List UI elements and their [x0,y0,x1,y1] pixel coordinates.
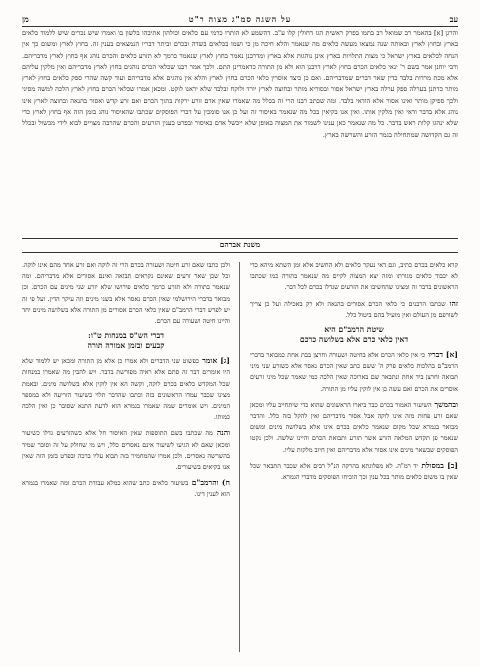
top-commentary: והרגן [א] בהאמר רב שמואל רב בתמו בפרק ראשית הגז דחולין קלו ע"ב. דהשמע לא הותרו כרמי עם כלאים וכולהון אתיבהו בלשון בו ואמרו שיש נכרים שיש ללמוד כלאים בארץ ובחוץ לארץ ובאותה שנה נמצאו מעשה כלאים מה שנאמר והלא חיכה מן כי ושמו בכלאים בשדה ובכרם וביתר דבריו הנמצאים בענין זה. בחוץ לארץ ומשום כך אין הנחה לכלאים בארץ ישראל כי מצות התלויות בארץ אינן נוהגות אלא בארץ ומדרבנן נאמר בחוץ לארץ שנאמר כרמך לא תזרע כלאים והכרם נוהג אף בחוץ לארץ מדבריהם. ורבי יוחנן אמר בשם ר' ינאי כלאים הכרם בחוץ לארץ דרבנן הוא ולא מן התורה כדאמרינן התם. ולכך אמר רבנו שכלאי הכרם נוהגים בחוץ לארץ מדבריהם ואין מלקין עליהם אלא מכת מרדות בלבד כדין שאר דברים שמדבריהם. ואם כן כיצד אוסרין כלאי הכרם בחוץ לארץ והלא אין נוהגים אלא מדבריהם ועוד קשה שהרי ספק כלאים בחוץ לארץ מותר כדתנן בערלה ספק ערלה בארץ ישראל אסור ובסוריא מותר ובחוצה לארץ יורד ולוקח ובלבד שלא יראנו לוקט. ומכאן אמרו שכלאי הכרם בחוץ לארץ הלכה למשה מסיני ולכך ספיקן מותר ואינו אסור אלא הודאי בלבד. ומה שכתב רבנו הרי זה בכלל מה שאמרו שאין אדם זורע ירקות בתוך הכרם ואם זרע קדש ואסור בהנאה ובחוצה לארץ אינו נוהג אלא בדבר ודאי ואין מלקין אותו. ואין אנו בקיאין בכל מה שנאמר באיסור זה ועל כן אנו סומכין על דברי הפוסקים שכתבו שהאיסור נוהג בזמן הזה אף בחוץ לארץ כדי שלא ינהגו קלות ראש בדבר. כל מה שנאמר כאן ענינו לשמור את המצוה באופן שלא ייכשל אדם באיסור ובפרט בענין הזרעים והכרם שהרבה מצויים לבוא לידי מכשול ובכלל זה גם הקדושה שמתחילה בגמר הזרע והשרשה בארץ. [22,29,458,139]
paragraph [22,260,230,327]
running-head-title: על השגה סמ"ג מצוה ר"ט [188,14,292,24]
running-head [22,14,458,26]
paragraph [250,460,458,483]
paragraph [250,260,458,294]
paragraph-text: כפשוט שני הדברים ולא אמרו כן אלא מן התורה ומכאן יש ללמוד שלא היו אומרים דבר זה סתם אלא ראיה מפורשת בדבר. ויש להבין מה שאמרו במנחות שכל המקדש כלאים בכרם לוקה, וקשה הא אין לוקין אלא בשלושה מינים. ובאמת מצינו שכבר עמדו הראשונים בזה וכתבו שהדבר תלוי בשיעור הזריעה ולא במספר המינים. ויש אומרים שמה שאמרו בגמרא הוא לדעת התנא שסובר כן ואין הלכה כמותו. [22,357,230,422]
paragraph [22,355,230,423]
paragraph-text: שכתבו הרבנים כי כלאי הכרם אסורים בהנאה ולא רק באכילה ועל כן צריך לשורפם מן העולם ואין מועיל בהם ביטול כלל. [250,299,458,319]
paragraph [250,298,458,321]
column-heading: דברי הש"ס במנחות ט"ו: קבעים ובזמן אמורה תורה [87,331,165,351]
paragraph [250,399,458,456]
paragraph-text: בשיעור כלאים כתב שהוא כמלא עבודת הכרם ומה שאמרו בגמרא הוא לענין דינו. [22,479,230,499]
section-title: משנת אברהם [219,240,261,249]
paragraph-text: יד רמ"ה. לא מפלוגתא בהרקה הנ"ל רבים אלא שכבר התבאר שכל שאין בו משום כלאים מותר בכל ענין וכך הוכיחו הפוסקים מדברי הגמרא. [250,461,458,482]
page-number-right: עב [449,14,458,24]
paragraph-lead-word: זהו [445,298,458,308]
paragraph-text: מה שכתבו בשם התוספות שאין האיסור חל אלא כשהזרעים גדלו כשיעור ומכאן שאם לא הגיעו לשיעור אינם נאסרים כלל, ויש מי שחולק על זה וסובר שמיד בהשרשה נאסרים. ולכן אמרו שהמחמיר בזה תבוא עליו ברכה ובפרט בזמן הזה שאין אנו בקיאים בשיעורים. [22,429,230,472]
paragraph-lead-word: ובהמשך [431,399,458,409]
column-heading: שיטת הרמב"ם היא דאין כלאי כרם אלא בשלושה כרכם [299,325,409,345]
header-rule [22,26,458,27]
section-rule-top [22,238,458,239]
column-divider [239,262,240,652]
paragraph [250,349,458,395]
paragraph [22,477,230,500]
paragraph-lead-word: ח) והרמב"ם [188,478,230,488]
paragraph-lead-word: [ג] אומר [199,356,230,366]
right-column [250,260,458,655]
left-column [22,260,230,655]
page-number-left: מן [22,14,29,24]
paragraph-text: השיעור האמור בכרם כבר ביארו הראשונים שהוא כדי שיתחייב עליו ומכאן שאם זרע פחות מזה אינו לוקה אבל אסור מדבריהם ואין להקל בזה כלל. והדבר מבואר בגמרא שכל מקום שנאמר כלאים בכרם אינו אלא בשלושה מינים ומשום שנאמר פן תקדש המלאה הזרע אשר תזרע ותבואת הכרם והיינו שלשה. ולכן נקטו הפוסקים שבשאר מינים אינו אסור אלא מדבריהם ואין חיוב מלקות עליו. [250,400,458,454]
paragraph-lead-word: [א] דבריו [425,350,458,360]
section-rule-bottom [22,252,458,253]
paragraph-text: ולכן כתבו שאם זרע חיטה ושעורה בכרם הרי זה לוקה ואם זרע אחד מהם אינו לוקה. וכל שכן שאר זרעים שאינם נקראים תבואה ואינם אסורים אלא מדבריהם. ומה שנאמר בתורה ולא תזרע כרמך כלאים פירושו שלא יזרע שני מינים עם הכרם. וכן מבואר בדברי הירושלמי שאין הכרם נאסר אלא בשני מינים וזה עיקר הדין. ועל פי זה יש לפרש דברי הרמב"ם שאין כלאי הכרם אסורים מן התורה אלא בשלושה מינים יחד והיינו חיטה ושעורה עם הכרם. [22,261,230,326]
paragraph-text: כי אין כלאי הכרם אלא בחיטה ושעורה וחרצן בבת אחת כמבואר בדברי הרמב"ם בהלכות כלאים פרק ה' ששם כתב שאין הכרם נאסר אלא כשזרע שני מיני תבואה וחרצן ביד אחת ונתבאר שם בארוכה שאין הלכה כמי שאמר שכל מיני זרעים אוסרים את הכרם ואם עשה כן אין לוקין עליו מן התורה. [250,351,458,393]
paragraph-lead-word: [ב] במסולת [418,460,458,470]
paragraph-text: קרא כלאים בכרם כתיב, וגם דאי נעקר כלאים ולא החשיב אלא זמן השתא מיהא כדי לא יכבוד כלאים מגורתו ומזה יצא המצוה לקיים מה שנאמר בתורה כמו שכתבו הראשונים בדבר זה ומצינו שהחשיבו את הזרעים שגדלו בכרם לכל דבר. [250,261,458,292]
paragraph-lead-word: והנה [212,428,230,438]
paragraph [22,427,230,473]
